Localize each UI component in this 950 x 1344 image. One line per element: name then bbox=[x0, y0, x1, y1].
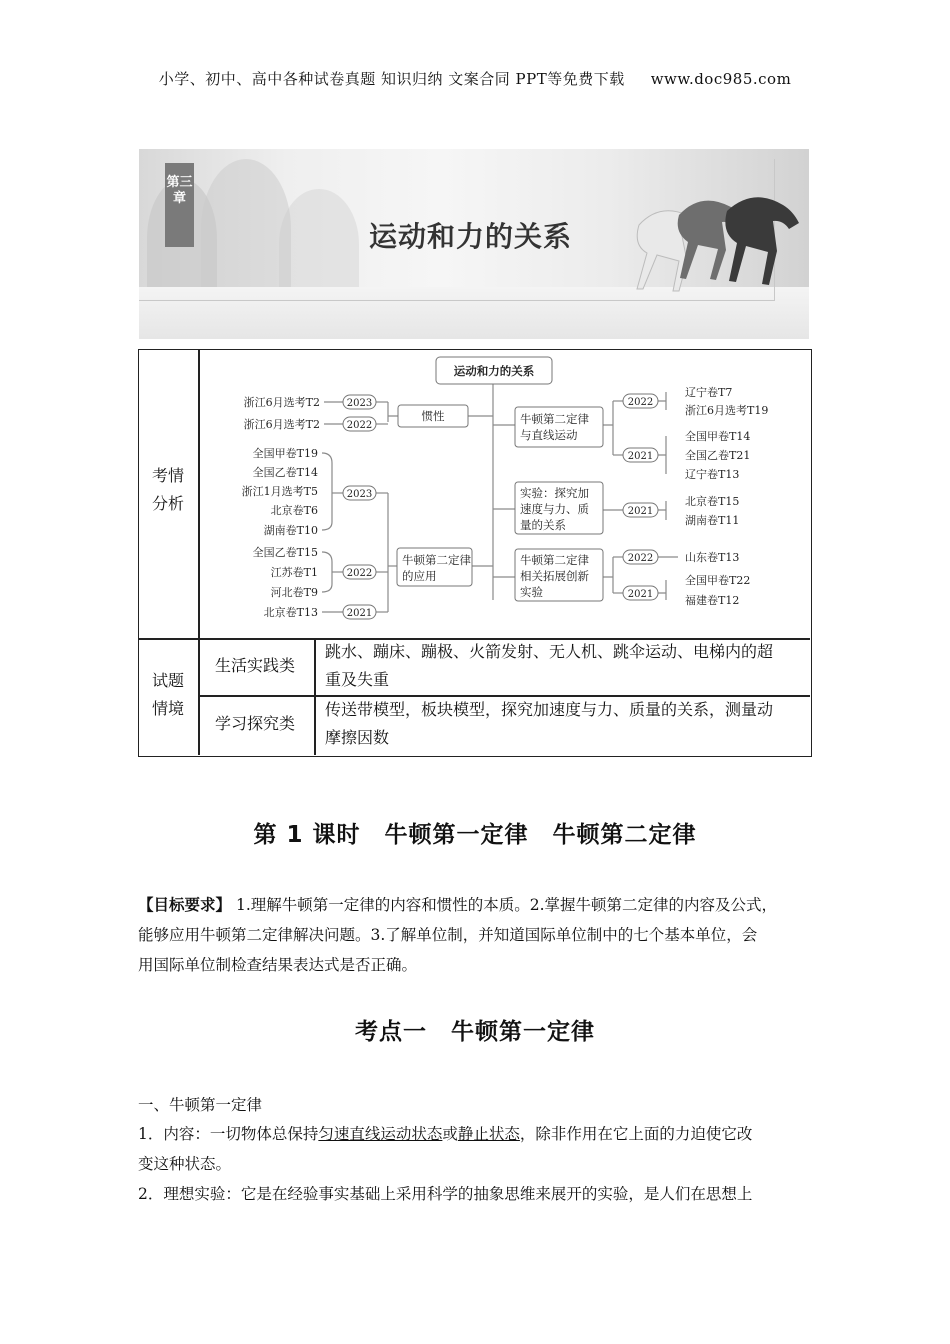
context-content-practice bbox=[325, 638, 805, 694]
experiment-node-label-1: 实验：探究加 bbox=[520, 486, 589, 500]
year-label: 2023 bbox=[346, 489, 373, 500]
exam-item: 北京卷T13 bbox=[263, 606, 318, 619]
exam-item: 浙江1月选考T5 bbox=[241, 485, 318, 498]
objective-line: 能够应用牛顿第二定律解决问题。3.了解单位制，并知道国际单位制中的七个基本单位，会 bbox=[138, 926, 758, 944]
exam-item: 辽宁卷T13 bbox=[685, 468, 740, 481]
underlined-term: 静止状态 bbox=[457, 1125, 520, 1143]
lesson-title: 第 1 课时 牛顿第一定律 牛顿第二定律 bbox=[253, 822, 697, 848]
section-title: 考点一 牛顿第一定律 bbox=[355, 1019, 595, 1045]
underlined-term: 匀速直线运动状态 bbox=[318, 1125, 443, 1143]
exam-item: 全国甲卷T22 bbox=[685, 574, 751, 587]
context-label-line1: 试题 bbox=[152, 671, 185, 690]
context-content-line: 摩擦因数 bbox=[325, 728, 390, 747]
inertia-node-label: 惯性 bbox=[421, 409, 445, 423]
context-content-line: 传送带模型，板块模型，探究加速度与力、质量的关系，测量动 bbox=[325, 700, 774, 719]
exam-item: 全国乙卷T21 bbox=[685, 449, 751, 462]
exam-item: 江苏卷T1 bbox=[270, 566, 318, 579]
center-node-label: 运动和力的关系 bbox=[453, 364, 535, 378]
context-type-practice: 生活实践类 bbox=[215, 656, 296, 675]
exam-item: 浙江6月选考T19 bbox=[685, 404, 769, 417]
objective-label: 【目标要求】 bbox=[138, 896, 232, 914]
year-label: 2022 bbox=[627, 397, 654, 408]
year-label: 2022 bbox=[346, 420, 373, 431]
learning-objective bbox=[138, 890, 812, 980]
context-content-line: 重及失重 bbox=[325, 670, 390, 689]
exam-item: 湖南卷T11 bbox=[685, 514, 740, 527]
context-content-study bbox=[325, 696, 805, 752]
linear-node-label-1: 牛顿第二定律 bbox=[520, 412, 589, 426]
application-node-label: 牛顿第二定律 bbox=[402, 553, 471, 567]
text-span: ，除非作用在它上面的力迫使它改 bbox=[519, 1125, 753, 1143]
innovation-node-label-2: 相关拓展创新 bbox=[520, 569, 589, 583]
objective-line bbox=[138, 890, 812, 920]
banner-text: 小学、初中、高中各种试卷真题 知识归纳 文案合同 PPT等免费下载 bbox=[158, 70, 625, 88]
experiment-node-label-3: 量的关系 bbox=[520, 518, 566, 532]
exam-item: 辽宁卷T7 bbox=[685, 386, 733, 399]
year-label: 2021 bbox=[346, 608, 373, 619]
exam-item: 山东卷T13 bbox=[685, 551, 740, 564]
exam-item: 浙江6月选考T2 bbox=[243, 396, 320, 409]
linear-node-label-2: 与直线运动 bbox=[520, 428, 578, 442]
innovation-node-label-1: 牛顿第二定律 bbox=[520, 553, 589, 567]
year-label: 2022 bbox=[346, 568, 373, 579]
objective-line: 用国际单位制检查结果表达式是否正确。 bbox=[138, 956, 418, 974]
text-span: 或 bbox=[442, 1125, 458, 1143]
exam-item: 浙江6月选考T2 bbox=[243, 418, 320, 431]
chapter-hero-image bbox=[139, 149, 809, 339]
table-divider bbox=[314, 638, 316, 755]
horses-illustration bbox=[609, 185, 809, 297]
top-banner bbox=[0, 68, 950, 89]
chapter-tag: 第三章 bbox=[165, 163, 194, 247]
paragraph-ideal-experiment: 2．理想实验：它是在经验事实基础上采用科学的抽象思维来展开的实验，是人们在思想上 bbox=[138, 1185, 753, 1203]
exam-item: 全国甲卷T14 bbox=[685, 430, 751, 443]
application-node-label-2: 的应用 bbox=[402, 569, 437, 583]
mind-map bbox=[200, 352, 810, 637]
subsection-heading: 一、牛顿第一定律 bbox=[138, 1096, 263, 1114]
exam-item: 河北卷T9 bbox=[270, 586, 318, 599]
exam-item: 全国甲卷T19 bbox=[252, 447, 318, 460]
banner-url[interactable]: www.doc985.com bbox=[650, 70, 792, 88]
exam-item: 全国乙卷T15 bbox=[252, 546, 318, 559]
year-label: 2021 bbox=[627, 451, 654, 462]
objective-text: 1.理解牛顿第一定律的内容和惯性的本质。2.掌握牛顿第二定律的内容及公式， bbox=[235, 896, 778, 914]
context-type-study: 学习探究类 bbox=[215, 714, 296, 733]
text-span: 1．内容：一切物体总保持 bbox=[138, 1125, 319, 1143]
exam-item: 北京卷T15 bbox=[685, 495, 740, 508]
exam-item: 全国乙卷T14 bbox=[252, 466, 318, 479]
context-content-line: 跳水、蹦床、蹦极、火箭发射、无人机、跳伞运动、电梯内的超 bbox=[325, 642, 774, 661]
context-label-line2: 情境 bbox=[152, 699, 185, 718]
paragraph-content bbox=[138, 1119, 812, 1149]
exam-item: 北京卷T6 bbox=[270, 504, 318, 517]
experiment-node-label-2: 速度与力、质 bbox=[520, 502, 589, 516]
year-label: 2023 bbox=[346, 398, 373, 409]
exam-item: 福建卷T12 bbox=[685, 594, 740, 607]
exam-item: 湖南卷T10 bbox=[263, 524, 318, 537]
year-label: 2021 bbox=[627, 506, 654, 517]
innovation-node-label-3: 实验 bbox=[520, 585, 543, 599]
paragraph-continuation: 变这种状态。 bbox=[138, 1155, 232, 1173]
chapter-title: 运动和力的关系 bbox=[369, 220, 573, 253]
year-label: 2021 bbox=[627, 589, 654, 600]
analysis-label: 考情分析 bbox=[152, 466, 185, 513]
year-label: 2022 bbox=[627, 553, 654, 564]
